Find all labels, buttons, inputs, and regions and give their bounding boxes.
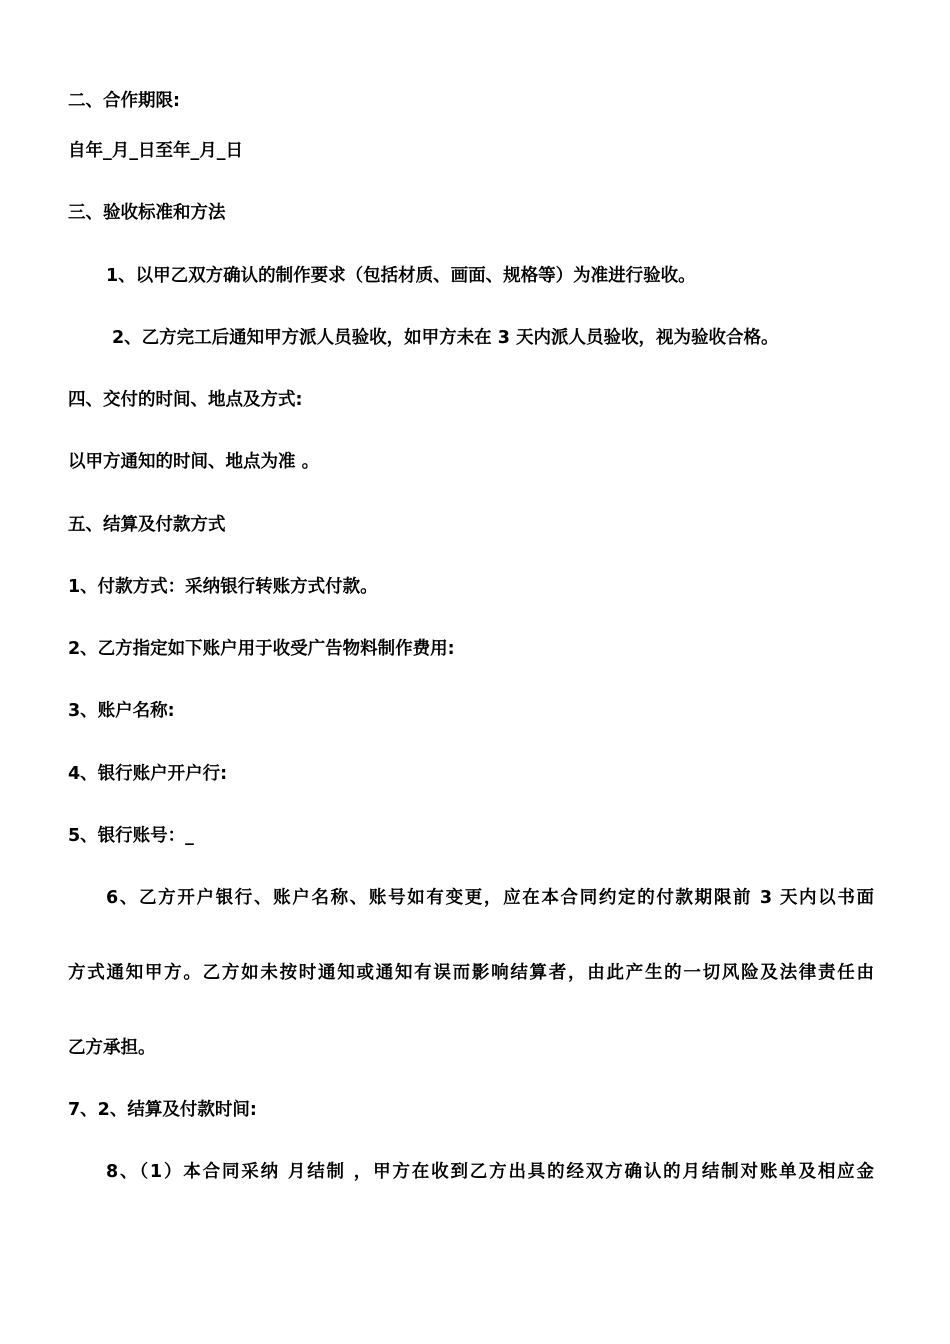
acceptance-clause-1: 1、以甲乙双方确认的制作要求（包括材质、画面、规格等）为准进行验收。 — [106, 266, 696, 286]
acceptance-clause-2: 2、乙方完工后通知甲方派人员验收，如甲方未在 3 天内派人员验收，视为验收合格。 — [112, 328, 779, 348]
section-heading-delivery: 四、交付的时间、地点及方式: — [68, 390, 303, 410]
monthly-settlement-clause: 8、（1）本合同采纳 月结制 ，甲方在收到乙方出具的经双方确认的月结制对账单及相应金 — [106, 1162, 874, 1182]
bank-branch-field: 4、银行账户开户行: — [68, 764, 228, 784]
payment-clause-2: 2、乙方指定如下账户用于收受广告物料制作费用: — [68, 639, 455, 659]
account-change-clause-line-2: 方式通知甲方。乙方如未按时通知或通知有误而影响结算者，由此产生的一切风险及法律责任由 — [68, 963, 874, 983]
section-heading-settlement: 五、结算及付款方式 — [68, 515, 226, 535]
account-change-clause-line-3: 乙方承担。 — [68, 1038, 156, 1058]
section-heading-acceptance: 三、验收标准和方法 — [68, 203, 226, 223]
bank-account-number-field: 5、银行账号：_ — [68, 826, 194, 846]
settlement-time-heading: 7、2、结算及付款时间: — [68, 1100, 257, 1120]
delivery-clause: 以甲方通知的时间、地点为准 。 — [68, 452, 320, 472]
account-name-field: 3、账户名称: — [68, 701, 175, 721]
payment-clause-1: 1、付款方式：采纳银行转账方式付款。 — [68, 577, 378, 597]
cooperation-period-dates: 自年_月_日至年_月_日 — [68, 141, 243, 161]
account-change-clause-line-1: 6、乙方开户银行、账户名称、账号如有变更，应在本合同约定的付款期限前 3 天内以书面 — [106, 888, 874, 908]
section-heading-cooperation-period: 二、合作期限: — [68, 91, 180, 111]
